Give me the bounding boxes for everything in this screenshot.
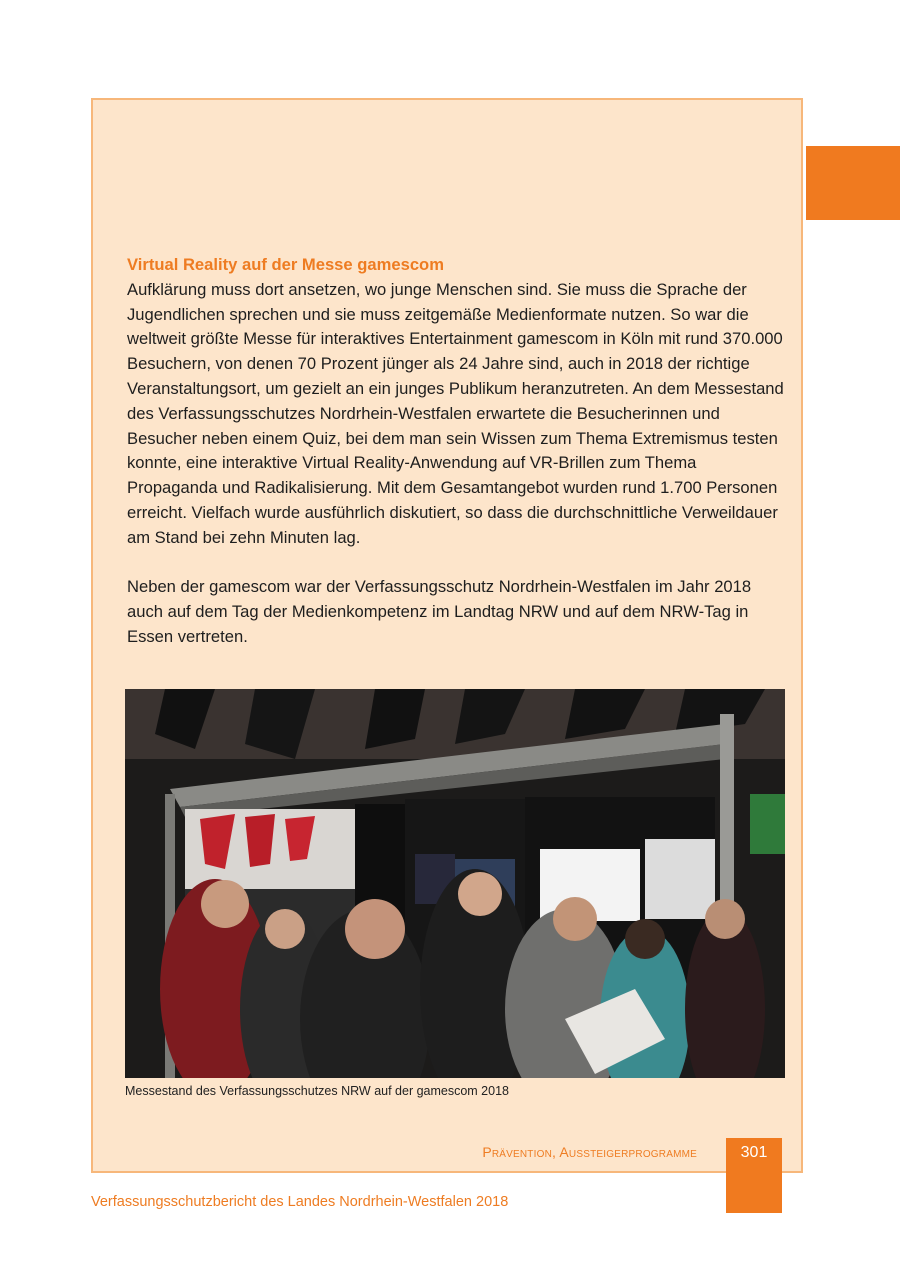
page-number: 301 (740, 1144, 768, 1161)
chapter-tab (806, 146, 900, 220)
exhibition-photo (125, 689, 785, 1078)
article-paragraph-1: Aufklärung muss dort ansetzen, wo junge Menschen sind. Sie muss die Sprache der Jugendlichen sprechen und sie muss zeitgemäße Medienformate nutzen. So war die weltweit größte Messe für interaktives Entertainment gamescom in Köln mit rund 370.000 Besuchern, von denen 70 Prozent jünger als 24 Jahre sind, auch in 2018 der richtige Veranstaltungsort, um gezielt an ein junges Publikum heranzutreten. An dem Messestand des Verfassungsschutzes Nordrhein-Westfalen erwartete die Besucherinnen und Besucher neben einem Quiz, bei dem man sein Wissen zum Thema Extremismus testen konnte, eine interaktive Virtual Reality-Anwendung auf VR-Brillen zum Thema Propaganda und Radikalisierung. Mit dem Gesamtangebot wurden rund 1.700 Personen erreicht. Vielfach wurde ausführlich diskutiert, so dass die durchschnittliche Verweildauer am Stand bei zehn Minuten lag. (127, 279, 784, 547)
article-heading: Virtual Reality auf der Messe gamescom (127, 255, 444, 274)
section-label: Prävention, Aussteigerprogramme (482, 1144, 697, 1160)
photo-caption: Messestand des Verfassungsschutzes NRW auf der gamescom 2018 (125, 1084, 509, 1098)
article-paragraph-2: Neben der gamescom war der Verfassungsschutz Nordrhein-Westfalen im Jahr 2018 auch auf dem Tag der Medienkompetenz im Landtag NRW und auf dem NRW-Tag in Essen vertreten. (127, 577, 752, 646)
page-number-tab (726, 1138, 782, 1213)
publication-footer: Verfassungsschutzbericht des Landes Nordrhein-Westfalen 2018 (91, 1194, 509, 1210)
article (127, 253, 787, 650)
